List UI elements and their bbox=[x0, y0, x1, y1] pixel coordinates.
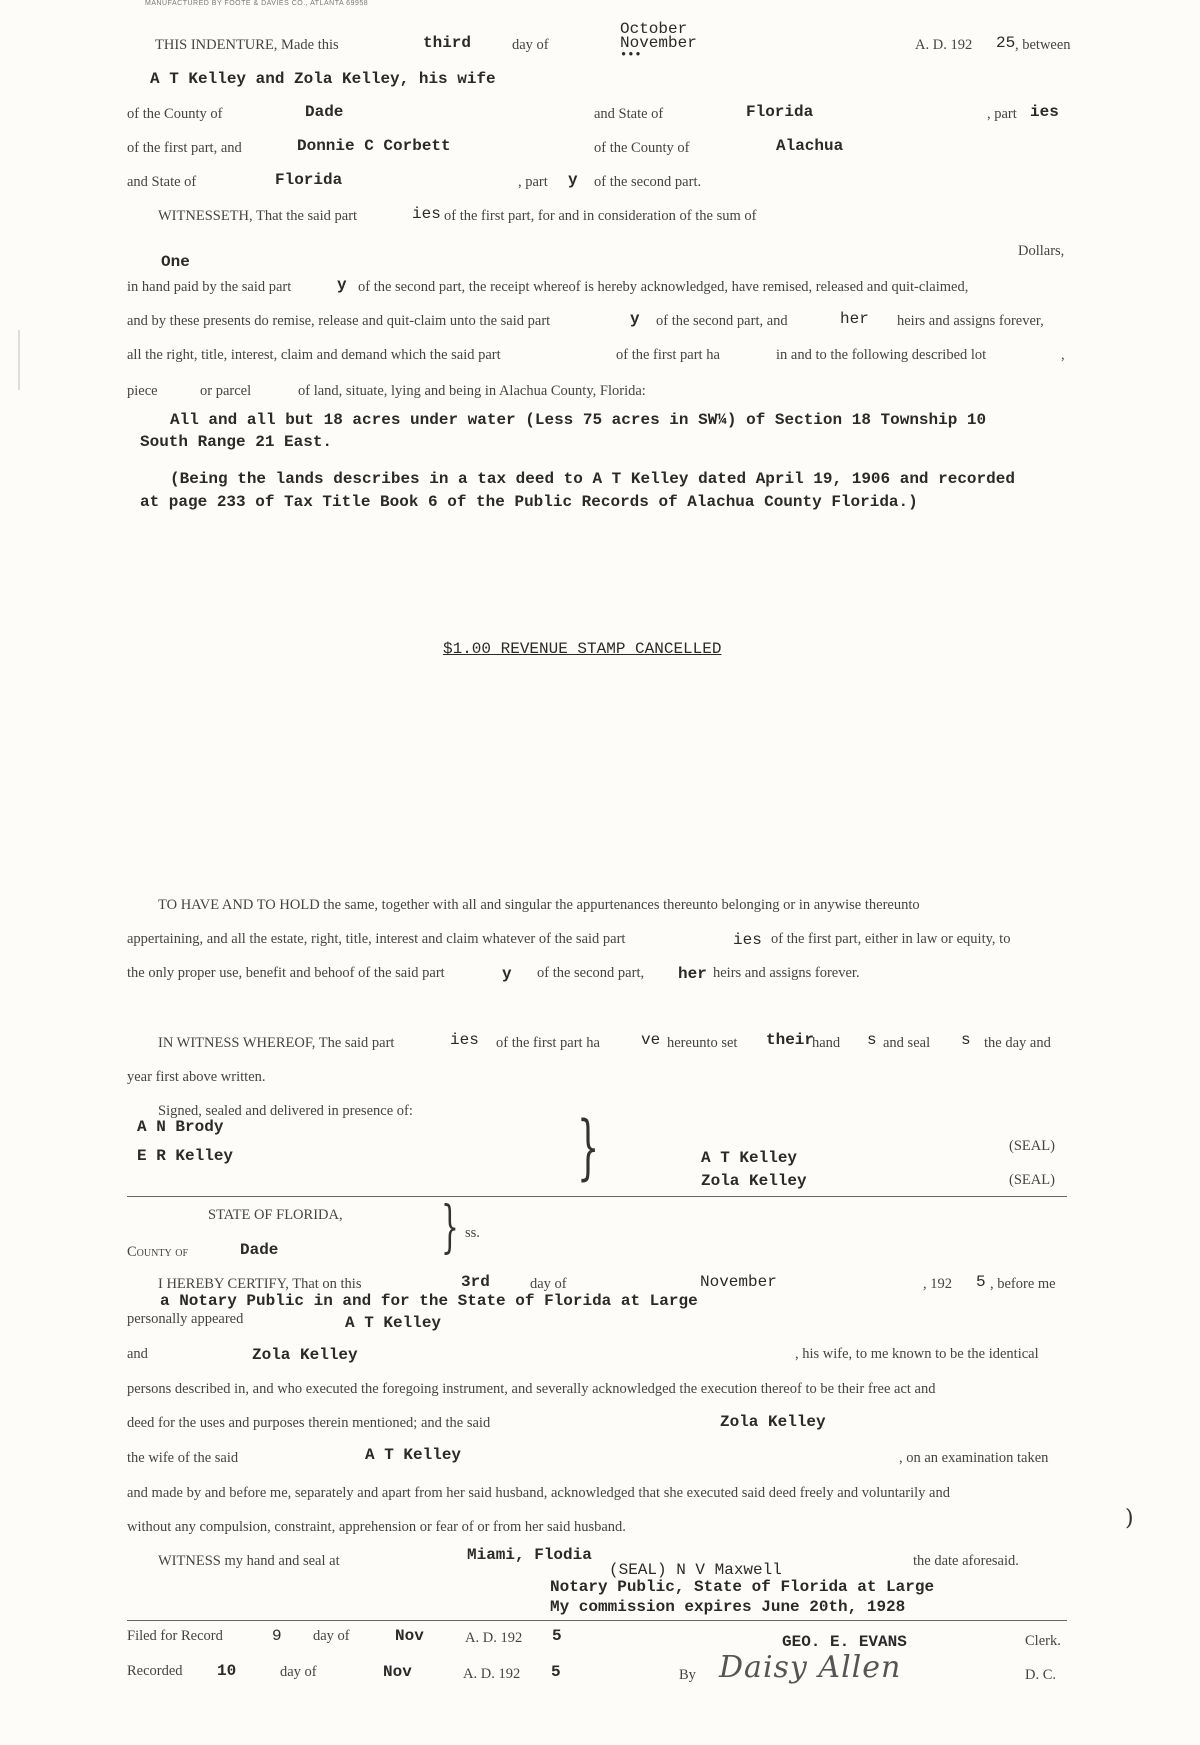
without-compulsion-label: without any compulsion, constraint, apprehension or fear of or from her said husband. bbox=[127, 1519, 626, 1535]
ack-year-label: , 192 bbox=[923, 1276, 952, 1292]
habendum-line-3b: of the second part, bbox=[537, 965, 645, 981]
hand-label: hand bbox=[812, 1035, 841, 1051]
section-divider bbox=[127, 1196, 1067, 1197]
certify-label: I HEREBY CERTIFY, That on this bbox=[158, 1276, 362, 1292]
second-part-and-label: of the second part, and bbox=[656, 313, 788, 329]
description-line-1: All and all but 18 acres under water (Less 75 acres in SW¼) of Section 18 Township 10 bbox=[170, 411, 987, 429]
habendum-suffix: ies bbox=[733, 931, 762, 949]
signer-1: A T Kelley bbox=[701, 1149, 798, 1167]
recorded-year: 5 bbox=[551, 1663, 561, 1681]
signature-brace: } bbox=[577, 1106, 600, 1188]
ack-place: Miami, Flodia bbox=[467, 1546, 592, 1564]
witness-1: A N Brody bbox=[137, 1118, 224, 1136]
of-county-of-label: of the County of bbox=[594, 140, 690, 156]
filed-ad-label: A. D. 192 bbox=[465, 1630, 523, 1646]
recorded-day-of-label: day of bbox=[280, 1664, 317, 1680]
part-label: , part bbox=[987, 106, 1017, 122]
habendum-line-2b: of the first part, either in law or equity, to bbox=[771, 931, 1011, 947]
second-part-label: of the second part. bbox=[594, 174, 702, 190]
witness-2: E R Kelley bbox=[137, 1147, 234, 1165]
part2-label: , part bbox=[518, 174, 548, 190]
wife-of-label: the wife of the said bbox=[127, 1450, 239, 1466]
filed-label: Filed for Record bbox=[127, 1628, 223, 1644]
notary-officer: a Notary Public in and for the State of Florida at Large bbox=[160, 1292, 698, 1310]
seal-label-2: (SEAL) bbox=[1009, 1172, 1055, 1188]
parcel-label: or parcel bbox=[200, 383, 252, 399]
habendum-suffix-y: y bbox=[502, 965, 512, 983]
ack-grantor-2: Zola Kelley bbox=[252, 1346, 358, 1364]
filed-month: Nov bbox=[395, 1627, 424, 1645]
deputy-clerk-signature: Daisy Allen bbox=[719, 1650, 902, 1685]
recording-divider bbox=[127, 1620, 1067, 1621]
first-part-ha-label: of the first part ha bbox=[616, 347, 720, 363]
ack-and-label: and bbox=[127, 1346, 148, 1362]
part-suffix: ies bbox=[1030, 103, 1059, 121]
county-of-label: of the County of bbox=[127, 106, 223, 122]
manufacturer-imprint: MANUFACTURED BY FOOTE & DAVIES CO., ATLANTA 69958 bbox=[145, 0, 369, 7]
signer-2: Zola Kelley bbox=[701, 1172, 807, 1190]
grantor-county: Dade bbox=[305, 103, 344, 121]
month-marks: ••• bbox=[620, 48, 642, 62]
deed-uses-label: deed for the uses and purposes therein mentioned; and the said bbox=[127, 1415, 491, 1431]
ack-county: Dade bbox=[240, 1241, 279, 1259]
indenture-day: third bbox=[423, 34, 472, 52]
description-line-2: South Range 21 East. bbox=[140, 433, 333, 451]
habendum-line-3c: heirs and assigns forever. bbox=[713, 965, 860, 981]
ack-grantor-1: A T Kelley bbox=[345, 1314, 442, 1332]
state-of-label: and State of bbox=[127, 174, 197, 190]
recorded-label: Recorded bbox=[127, 1663, 183, 1679]
witness-hand-label: WITNESS my hand and seal at bbox=[158, 1553, 340, 1569]
witnesseth-suffix: ies bbox=[412, 205, 441, 223]
year-written-label: year first above written. bbox=[127, 1069, 266, 1085]
grantor-state: Florida bbox=[746, 103, 814, 121]
clerk-name: GEO. E. EVANS bbox=[782, 1633, 907, 1651]
receipt-label: of the second part, the receipt whereof is hereby acknowledged, have remised, released and quit-claimed, bbox=[358, 279, 969, 295]
ack-day-of-label: day of bbox=[530, 1276, 567, 1292]
dollars-label: Dollars, bbox=[1018, 243, 1065, 259]
personally-appeared-label: personally appeared bbox=[127, 1311, 244, 1327]
lot-label: in and to the following described lot bbox=[776, 347, 987, 363]
their-word: their bbox=[766, 1031, 815, 1049]
ack-month: November bbox=[700, 1273, 777, 1291]
parties-suffix: ies bbox=[450, 1031, 479, 1049]
this-indenture-label: THIS INDENTURE, Made this bbox=[155, 37, 339, 53]
ack-day: 3rd bbox=[461, 1273, 490, 1291]
paid-suffix: y bbox=[337, 276, 347, 294]
description-line-3: (Being the lands describes in a tax deed to A T Kelley dated April 19, 1906 and recorded bbox=[170, 470, 1015, 488]
and-seal-label: and seal bbox=[883, 1035, 931, 1051]
first-part-and-label: of the first part, and bbox=[127, 140, 242, 156]
presents-label: and by these presents do remise, release and quit-claim unto the said part bbox=[127, 313, 551, 329]
consideration-label: of the first part, for and in consideration of the sum of bbox=[444, 208, 757, 224]
day-of-label: day of bbox=[512, 37, 549, 53]
ack-year: 5 bbox=[976, 1273, 986, 1291]
seal-label-1: (SEAL) bbox=[1009, 1138, 1055, 1154]
county-of-ack-label: County of bbox=[127, 1244, 189, 1260]
margin-mark bbox=[18, 330, 20, 390]
part2-suffix: y bbox=[568, 171, 578, 189]
date-aforesaid-label: the date aforesaid. bbox=[913, 1553, 1019, 1569]
presents-suffix: y bbox=[630, 310, 640, 328]
grantors: A T Kelley and Zola Kelley, his wife bbox=[150, 70, 496, 88]
grantee: Donnie C Corbett bbox=[297, 137, 451, 155]
habendum-line-1: TO HAVE AND TO HOLD the same, together with all and singular the appurtenances thereunto belonging or in anywise thereunto bbox=[158, 897, 920, 913]
seal-suffix: s bbox=[961, 1031, 971, 1049]
consideration-amount: One bbox=[161, 253, 190, 271]
month-struck: October bbox=[620, 20, 688, 38]
and-state-of-label: and State of bbox=[594, 106, 664, 122]
by-label: By bbox=[679, 1667, 696, 1683]
notary-commission: My commission expires June 20th, 1928 bbox=[550, 1598, 906, 1616]
have-suffix: ve bbox=[641, 1031, 661, 1049]
dc-label: D. C. bbox=[1025, 1667, 1057, 1683]
in-witness-label: IN WITNESS WHEREOF, The said part bbox=[158, 1035, 395, 1051]
recorded-month: Nov bbox=[383, 1663, 412, 1681]
notary-title: Notary Public, State of Florida at Large bbox=[550, 1578, 935, 1596]
examination-label: , on an examination taken bbox=[899, 1450, 1049, 1466]
revenue-stamp-note: $1.00 REVENUE STAMP CANCELLED bbox=[443, 640, 722, 658]
ack-husband: A T Kelley bbox=[365, 1446, 462, 1464]
margin-bracket: ) bbox=[1125, 1506, 1134, 1531]
between-label: , between bbox=[1015, 37, 1071, 53]
all-right-label: all the right, title, interest, claim and demand which the said part bbox=[127, 347, 501, 363]
filed-day-of-label: day of bbox=[313, 1628, 350, 1644]
ack-wife: Zola Kelley bbox=[720, 1413, 826, 1431]
hereunto-set-label: hereunto set bbox=[667, 1035, 738, 1051]
state-of-florida-label: STATE OF FLORIDA, bbox=[208, 1207, 343, 1223]
ss-label: ss. bbox=[465, 1225, 480, 1241]
grantee-state: Florida bbox=[275, 171, 343, 189]
his-wife-label: , his wife, to me known to be the identical bbox=[795, 1346, 1039, 1362]
first-part-ha-2-label: of the first part ha bbox=[496, 1035, 600, 1051]
grantee-pronoun: her bbox=[840, 310, 869, 328]
filed-year: 5 bbox=[552, 1627, 562, 1645]
day-and-label: the day and bbox=[984, 1035, 1051, 1051]
comma-mark: , bbox=[1061, 347, 1065, 363]
signed-in-presence-label: Signed, sealed and delivered in presence of: bbox=[158, 1103, 413, 1119]
clerk-label: Clerk. bbox=[1025, 1633, 1061, 1649]
grantee-county: Alachua bbox=[776, 137, 844, 155]
indenture-year: 25 bbox=[996, 34, 1016, 52]
land-label: of land, situate, lying and being in Alachua County, Florida: bbox=[298, 383, 646, 399]
in-hand-paid-label: in hand paid by the said part bbox=[127, 279, 292, 295]
venue-brace: } bbox=[441, 1195, 459, 1260]
recorded-day: 10 bbox=[217, 1662, 237, 1680]
description-line-4: at page 233 of Tax Title Book 6 of the Public Records of Alachua County Florida.) bbox=[140, 493, 918, 511]
notary-signature: (SEAL) N V Maxwell bbox=[609, 1561, 782, 1579]
witnesseth-label: WITNESSETH, That the said part bbox=[158, 208, 358, 224]
persons-described-label: persons described in, and who executed the foregoing instrument, and severally acknowledged the execution thereof to be their free act and bbox=[127, 1381, 936, 1397]
habendum-line-3a: the only proper use, benefit and behoof of the said part bbox=[127, 965, 445, 981]
indenture-month: November bbox=[620, 34, 697, 52]
hand-suffix: s bbox=[867, 1031, 877, 1049]
ad-label: A. D. 192 bbox=[915, 37, 973, 53]
filed-day: 9 bbox=[272, 1627, 282, 1645]
habendum-line-2a: appertaining, and all the estate, right, title, interest and claim whatever of the said part bbox=[127, 931, 626, 947]
heirs-label: heirs and assigns forever, bbox=[897, 313, 1044, 329]
made-by-label: and made by and before me, separately and apart from her said husband, acknowledged that she executed said deed freely and voluntarily and bbox=[127, 1485, 950, 1501]
habendum-pronoun: her bbox=[678, 965, 707, 983]
before-me-label: , before me bbox=[990, 1276, 1056, 1292]
recorded-ad-label: A. D. 192 bbox=[463, 1666, 521, 1682]
piece-label: piece bbox=[127, 383, 158, 399]
